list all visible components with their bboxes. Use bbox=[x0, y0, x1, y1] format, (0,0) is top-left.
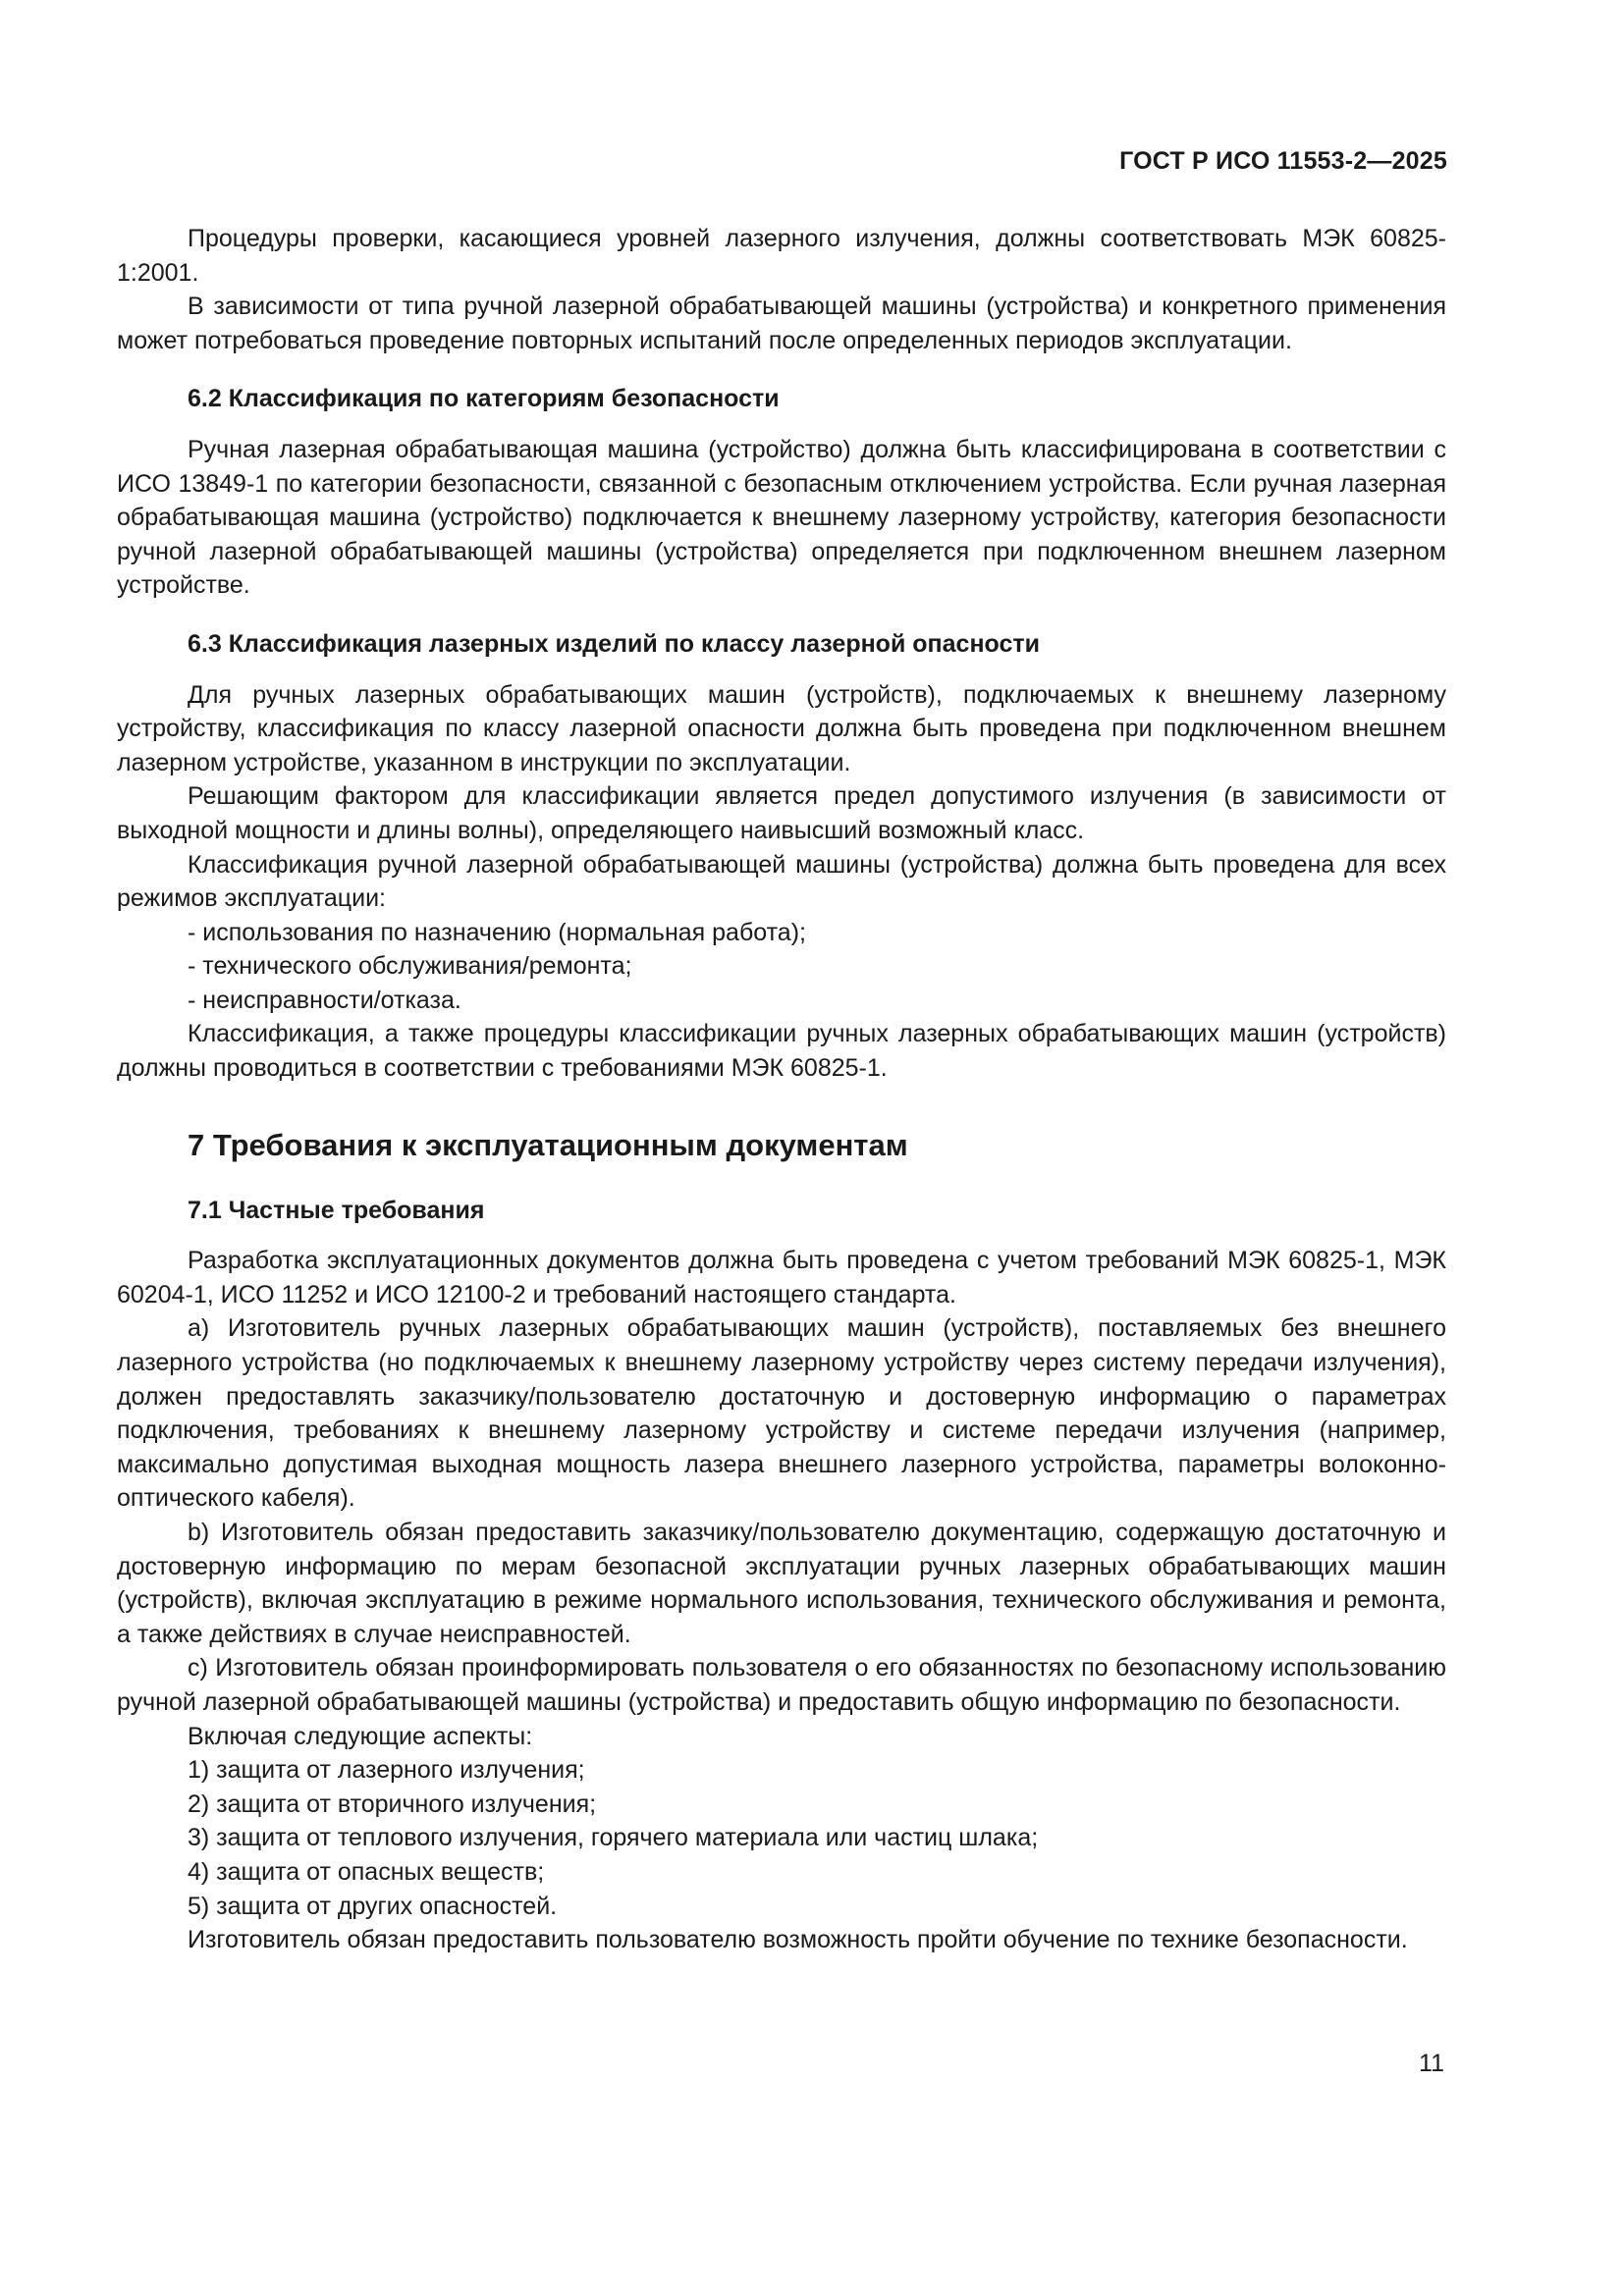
paragraph: Ручная лазерная обрабатывающая машина (устройство) должна быть классифицирована в соответствии с ИСО 13849-1 по категории безопасности, связанной с безопасным отключением устройства. Если ручная лазерная обрабатывающая машина (устройство) подключается к внешнему лазерному устройству, категория безопасности ручной лазерной обрабатывающей машины (устройства) определяется при подключенном внешнем лазерном устройстве. bbox=[117, 435, 1446, 600]
numbered-list-item: 3) защита от теплового излучения, горячего материала или частиц шлака; bbox=[188, 1824, 1039, 1852]
page-number: 11 bbox=[1419, 2050, 1444, 2077]
numbered-list-item: 5) защита от других опасностей. bbox=[188, 1892, 558, 1920]
section-heading-7: 7 Требования к эксплуатационным документам bbox=[188, 1127, 908, 1162]
paragraph: В зависимости от типа ручной лазерной обрабатывающей машины (устройства) и конкретного применения может потребоваться проведение повторных испытаний после определенных периодов эксплуатации. bbox=[117, 293, 1446, 354]
paragraph: a) Изготовитель ручных лазерных обрабатывающих машин (устройств), поставляемых без внешнего лазерного устройства (но подключаемых к внешнему лазерному устройству через систему передачи излучения), должен предоставлять заказчику/пользователю достаточную и достоверную информацию о параметрах подключения, требованиях к внешнему лазерному устройству и системе передачи излучения (например, максимально допустимая выходная мощность лазера внешнего лазерного устройства, параметры волоконно-оптического кабеля). bbox=[117, 1314, 1446, 1513]
section-heading-6-2: 6.2 Классификация по категориям безопасности bbox=[188, 385, 780, 413]
paragraph: Разработка эксплуатационных документов должна быть проведена с учетом требований МЭК 60825-1, МЭК 60204-1, ИСО 11252 и ИСО 12100-2 и требований настоящего стандарта. bbox=[117, 1247, 1446, 1308]
paragraph: Решающим фактором для классификации является предел допустимого излучения (в зависимости от выходной мощности и длины волны), определяющего наивысший возможный класс. bbox=[117, 782, 1446, 844]
paragraph: Включая следующие аспекты: bbox=[188, 1722, 533, 1750]
section-heading-6-3: 6.3 Классификация лазерных изделий по классу лазерной опасности bbox=[188, 629, 1041, 658]
section-heading-7-1: 7.1 Частные требования bbox=[188, 1196, 485, 1224]
paragraph: b) Изготовитель обязан предоставить заказчику/пользователю документацию, содержащую достаточную и достоверную информацию по мерам безопасной эксплуатации ручных лазерных обрабатывающих машин (устройств), включая эксплуатацию в режиме нормального использования, технического обслуживания и ремонта, а также действиях в случае неисправностей. bbox=[117, 1519, 1446, 1648]
dash-list-item: - технического обслуживания/ремонта; bbox=[188, 952, 632, 981]
paragraph: Классификация ручной лазерной обрабатывающей машины (устройства) должна быть проведена для всех режимов эксплуатации: bbox=[117, 850, 1446, 913]
numbered-list-item: 2) защита от вторичного излучения; bbox=[188, 1789, 597, 1818]
paragraph: Классификация, а также процедуры классификации ручных лазерных обрабатывающих машин (устройств) должны проводиться в соответствии с требованиями МЭК 60825-1. bbox=[117, 1020, 1446, 1083]
dash-list-item: - неисправности/отказа. bbox=[188, 986, 461, 1014]
document-code-header: ГОСТ Р ИСО 11553-2—2025 bbox=[1119, 147, 1447, 175]
paragraph: Изготовитель обязан предоставить пользователю возможность пройти обучение по технике безопасности. bbox=[188, 1926, 1408, 1954]
paragraph: Для ручных лазерных обрабатывающих машин (устройств), подключаемых к внешнему лазерному устройству, классификация по классу лазерной опасности должна быть проведена при подключенном внешнем лазерном устройстве, указанном в инструкции по эксплуатации. bbox=[117, 680, 1446, 776]
numbered-list-item: 4) защита от опасных веществ; bbox=[188, 1857, 545, 1886]
paragraph: c) Изготовитель обязан проинформировать пользователя о его обязанностях по безопасному использованию ручной лазерной обрабатывающей машины (устройства) и предоставить общую информацию по безопасности. bbox=[117, 1654, 1446, 1716]
paragraph: Процедуры проверки, касающиеся уровней лазерного излучения, должны соответствовать МЭК 60825-1:2001. bbox=[117, 225, 1446, 287]
dash-list-item: - использования по назначению (нормальная работа); bbox=[188, 918, 806, 946]
document-body bbox=[117, 222, 1446, 1957]
numbered-list-item: 1) защита от лазерного излучения; bbox=[188, 1756, 585, 1785]
